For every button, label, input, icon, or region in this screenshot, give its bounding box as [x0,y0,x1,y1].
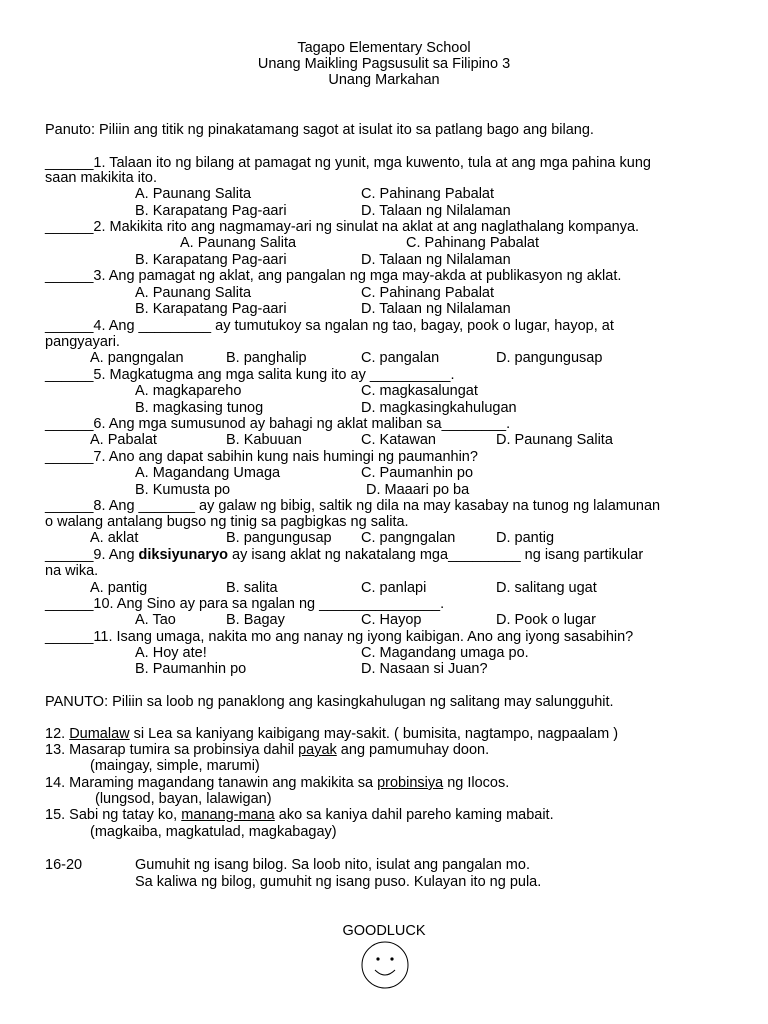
q15-text [45,807,554,824]
q3-choice-a: A. Paunang Salita [135,285,252,301]
q7-choice-a: A. Magandang Umaga [135,465,281,481]
q6-choice-c: C. Katawan [361,432,436,448]
q9-choice-b: B. salita [226,580,278,596]
q1-text: ______1. Talaan ito ng bilang at pamagat ng yunit, mga kuwento, tula at ang mga pahina kung [45,155,651,171]
q7-choice-b: B. Kumusta po [135,482,231,498]
q2-text: ______2. Makikita rito ang nagmamay-ari ng sinulat na aklat at ang naglathalang kompanya. [45,219,640,235]
q4-choice-d: D. pangungusap [496,350,603,366]
q4-text-cont: pangyayari. [45,334,120,350]
q3-choice-c: C. Pahinang Pabalat [361,285,495,301]
q14-text-start: 14. Maraming magandang tanawin ang makikita sa [45,775,378,791]
q10-text: ______10. Ang Sino ay para sa ngalan ng _______________. [45,596,445,612]
quarter-title: Unang Markahan [328,72,440,88]
q13-text-start: 13. Masarap tumira sa probinsiya dahil [45,742,299,758]
q15-choices: (magkaiba, magkatulad, magkabagay) [90,824,337,840]
q1-choice-a: A. Paunang Salita [135,186,252,202]
goodluck-text: GOODLUCK [342,923,426,939]
q1-choice-d: D. Talaan ng Nilalaman [361,203,511,219]
q6-choice-d: D. Paunang Salita [496,432,613,448]
q9-choice-a: A. pantig [90,580,148,596]
q1-choice-c: C. Pahinang Pabalat [361,186,495,202]
q15-underlined-word: manang-mana [181,807,275,823]
q13-choices: (maingay, simple, marumi) [90,758,260,774]
q12-underlined-word: Dumalaw [69,726,130,742]
q8-text-cont: o walang antalang bugso ng tinig sa pagbigkas ng salita. [45,514,409,530]
q9-text [45,547,643,564]
q16-20-number: 16-20 [45,857,83,873]
q2-choice-b: B. Karapatang Pag-aari [135,252,287,268]
q9-text-cont: na wika. [45,563,99,579]
q6-choice-b: B. Kabuuan [226,432,302,448]
q2-choice-d: D. Talaan ng Nilalaman [361,252,511,268]
q4-choice-b: B. panghalip [226,350,307,366]
q5-choice-d: D. magkasingkahulugan [361,400,517,416]
q3-choice-d: D. Talaan ng Nilalaman [361,301,511,317]
q2-choice-a: A. Paunang Salita [180,235,297,251]
q15-text-start: 15. Sabi ng tatay ko, [45,807,182,823]
q14-underlined-word: probinsiya [377,775,444,791]
q5-choice-c: C. magkasalungat [361,383,478,399]
q2-choice-c: C. Pahinang Pabalat [406,235,540,251]
q8-choice-b: B. pangungusap [226,530,332,546]
q13-text [45,742,489,759]
instructions-1: Panuto: Piliin ang titik ng pinakatamang sagot at isulat ito sa patlang bago ang bilang. [45,122,594,138]
test-title: Unang Maikling Pagsusulit sa Filipino 3 [257,56,511,72]
q10-choice-a: A. Tao [135,612,176,628]
q14-choices: (lungsod, bayan, lalawigan) [95,791,272,807]
q5-choice-b: B. magkasing tunog [135,400,264,416]
q8-choice-d: D. pantig [496,530,555,546]
q9-keyword: diksiyunaryo [138,547,228,563]
q11-choice-b: B. Paumanhin po [135,661,247,677]
q14-text [45,775,509,792]
q10-choice-d: D. Pook o lugar [496,612,596,628]
q9-choice-d: D. salitang ugat [496,580,597,596]
q12-text-end: si Lea sa kaniyang kaibigang may-sakit. ( bumisita, nagtampo, nagpaalam ) [129,726,619,742]
school-name: Tagapo Elementary School [297,40,471,56]
q10-choice-b: B. Bagay [226,612,285,628]
instructions-2: PANUTO: Piliin sa loob ng panaklong ang kasingkahulugan ng salitang may salungguhit. [45,694,614,710]
q5-choice-a: A. magkapareho [135,383,242,399]
q9-text-start: ______9. Ang [45,547,139,563]
q1-choice-b: B. Karapatang Pag-aari [135,203,287,219]
q5-text: ______5. Magkatugma ang mga salita kung ito ay __________. [45,367,455,383]
q7-choice-d: D. Maaari po ba [366,482,470,498]
q9-text-end: ay isang aklat ng nakatalang mga_________ ng isang partikular [228,547,644,563]
q4-text: ______4. Ang _________ ay tumutukoy sa ngalan ng tao, bagay, pook o lugar, hayop, at [45,318,614,334]
q16-20-line2: Sa kaliwa ng bilog, gumuhit ng isang puso. Kulayan ito ng pula. [135,874,542,890]
q4-choice-c: C. pangalan [361,350,440,366]
q11-choice-a: A. Hoy ate! [135,645,207,661]
q3-text: ______3. Ang pamagat ng aklat, ang pangalan ng mga may-akda at publikasyon ng aklat. [45,268,622,284]
q10-choice-c: C. Hayop [361,612,422,628]
q9-choice-c: C. panlapi [361,580,427,596]
smiley-face-icon [360,940,410,990]
q13-text-end: ang pamumuhay doon. [336,742,490,758]
q16-20-line1: Gumuhit ng isang bilog. Sa loob nito, isulat ang pangalan mo. [135,857,530,873]
q3-choice-b: B. Karapatang Pag-aari [135,301,287,317]
q4-choice-a: A. pangngalan [90,350,184,366]
q12-text [45,726,618,743]
q1-text-cont: saan makikita ito. [45,170,158,186]
q6-text: ______6. Ang mga sumusunod ay bahagi ng aklat maliban sa________. [45,416,511,432]
q8-text: ______8. Ang _______ ay galaw ng bibig, saltik ng dila na may kasabay na tunog ng lalamunan [45,498,661,514]
q7-text: ______7. Ano ang dapat sabihin kung nais humingi ng paumanhin? [45,449,478,465]
q12-number: 12. [45,726,70,742]
q6-choice-a: A. Pabalat [90,432,157,448]
q8-choice-a: A. aklat [90,530,139,546]
q13-underlined-word: payak [298,742,337,758]
q14-text-end: ng Ilocos. [443,775,510,791]
q15-text-end: ako sa kaniya dahil pareho kaming mabait. [274,807,554,823]
q11-choice-c: C. Magandang umaga po. [361,645,529,661]
q8-choice-c: C. pangngalan [361,530,456,546]
q11-text: ______11. Isang umaga, nakita mo ang nanay ng iyong kaibigan. Ano ang iyong sasabihin? [45,629,634,645]
q7-choice-c: C. Paumanhin po [361,465,474,481]
q11-choice-d: D. Nasaan si Juan? [361,661,488,677]
